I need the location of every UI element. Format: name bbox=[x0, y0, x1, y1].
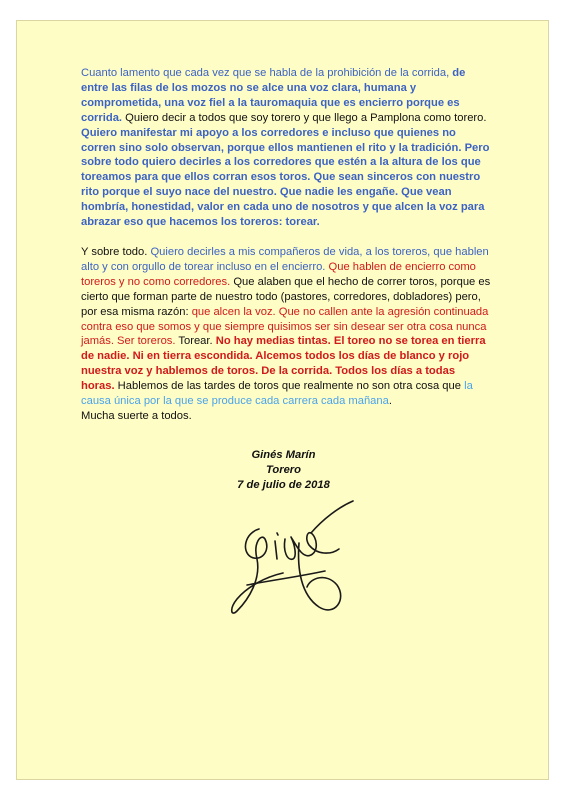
text-run: No hay medias tintas. El toreo no se torea en tierra de nadie. Ni en tierra escondida. Alcemos todos los días de blanco y rojo nuestra voz y hablemos de toros. De la corrida. Todos los días a todas horas. bbox=[81, 335, 486, 393]
letter-body bbox=[81, 66, 491, 424]
signature-block bbox=[17, 448, 550, 493]
signer-name: Ginés Marín bbox=[251, 449, 316, 461]
closing-line: Mucha suerte a todos. bbox=[81, 409, 192, 422]
text-run: que alcen la voz. Que no callen ante la agresión continuada contra eso que somos y que siempre quisimos ser sin desear ser otra cosa nunca jamás. Ser toreros. bbox=[81, 305, 489, 348]
text-run: Quiero manifestar mi apoyo a los corredores e incluso que quienes no corren sino solo observan, porque ellos mantienen el rito y la tradición. Pero sobre todo quiero decirles a los corredores que estén a la altura de los que toreamos para que ellos corran esos toros. Que sean sinceros con nuestro rito porque el suyo nace del nuestro. Que nadie les engañe. Que vean hombría, honestidad, valor en cada uno de nosotros y que alcen la voz para abrazar eso que hacemos los toreros: torear. bbox=[81, 126, 490, 229]
paragraph-1 bbox=[81, 66, 491, 230]
text-run: . bbox=[388, 395, 392, 408]
letter-date: 7 de julio de 2018 bbox=[237, 479, 330, 491]
handwritten-signature bbox=[227, 499, 357, 619]
text-run: Quiero decirles a mis compañeros de vida, a los toreros, que hablen alto y con orgullo de torear incluso en el encierro. bbox=[81, 245, 489, 273]
signer-role: Torero bbox=[265, 464, 301, 476]
text-run: Que hablen de encierro como toreros y no como corredores. bbox=[81, 260, 476, 288]
text-run: Que alaben que el hecho de correr toros, porque es cierto que forman parte de nuestro todo (pastores, corredores, dobladores) pero, por esa misma razón: bbox=[81, 275, 491, 318]
text-run: Y sobre todo. bbox=[81, 245, 151, 258]
text-run: la causa única por la que se produce cada carrera cada mañana bbox=[81, 380, 473, 408]
text-run: Torear. bbox=[175, 335, 216, 348]
text-run: Hablemos de las tardes de toros que realmente no son otra cosa que bbox=[114, 380, 465, 393]
letter-page bbox=[16, 20, 549, 780]
paragraph-2 bbox=[81, 245, 491, 424]
text-run: Cuanto lamento que cada vez que se habla de la prohibición de la corrida, bbox=[81, 67, 453, 79]
text-run: de entre las filas de los mozos no se alce una voz clara, humana y comprometida, una voz fiel a la tauromaquia que es encierro porque es corrida. bbox=[81, 67, 466, 124]
text-run: Quiero decir a todos que soy torero y que llego a Pamplona como torero. bbox=[122, 111, 487, 124]
